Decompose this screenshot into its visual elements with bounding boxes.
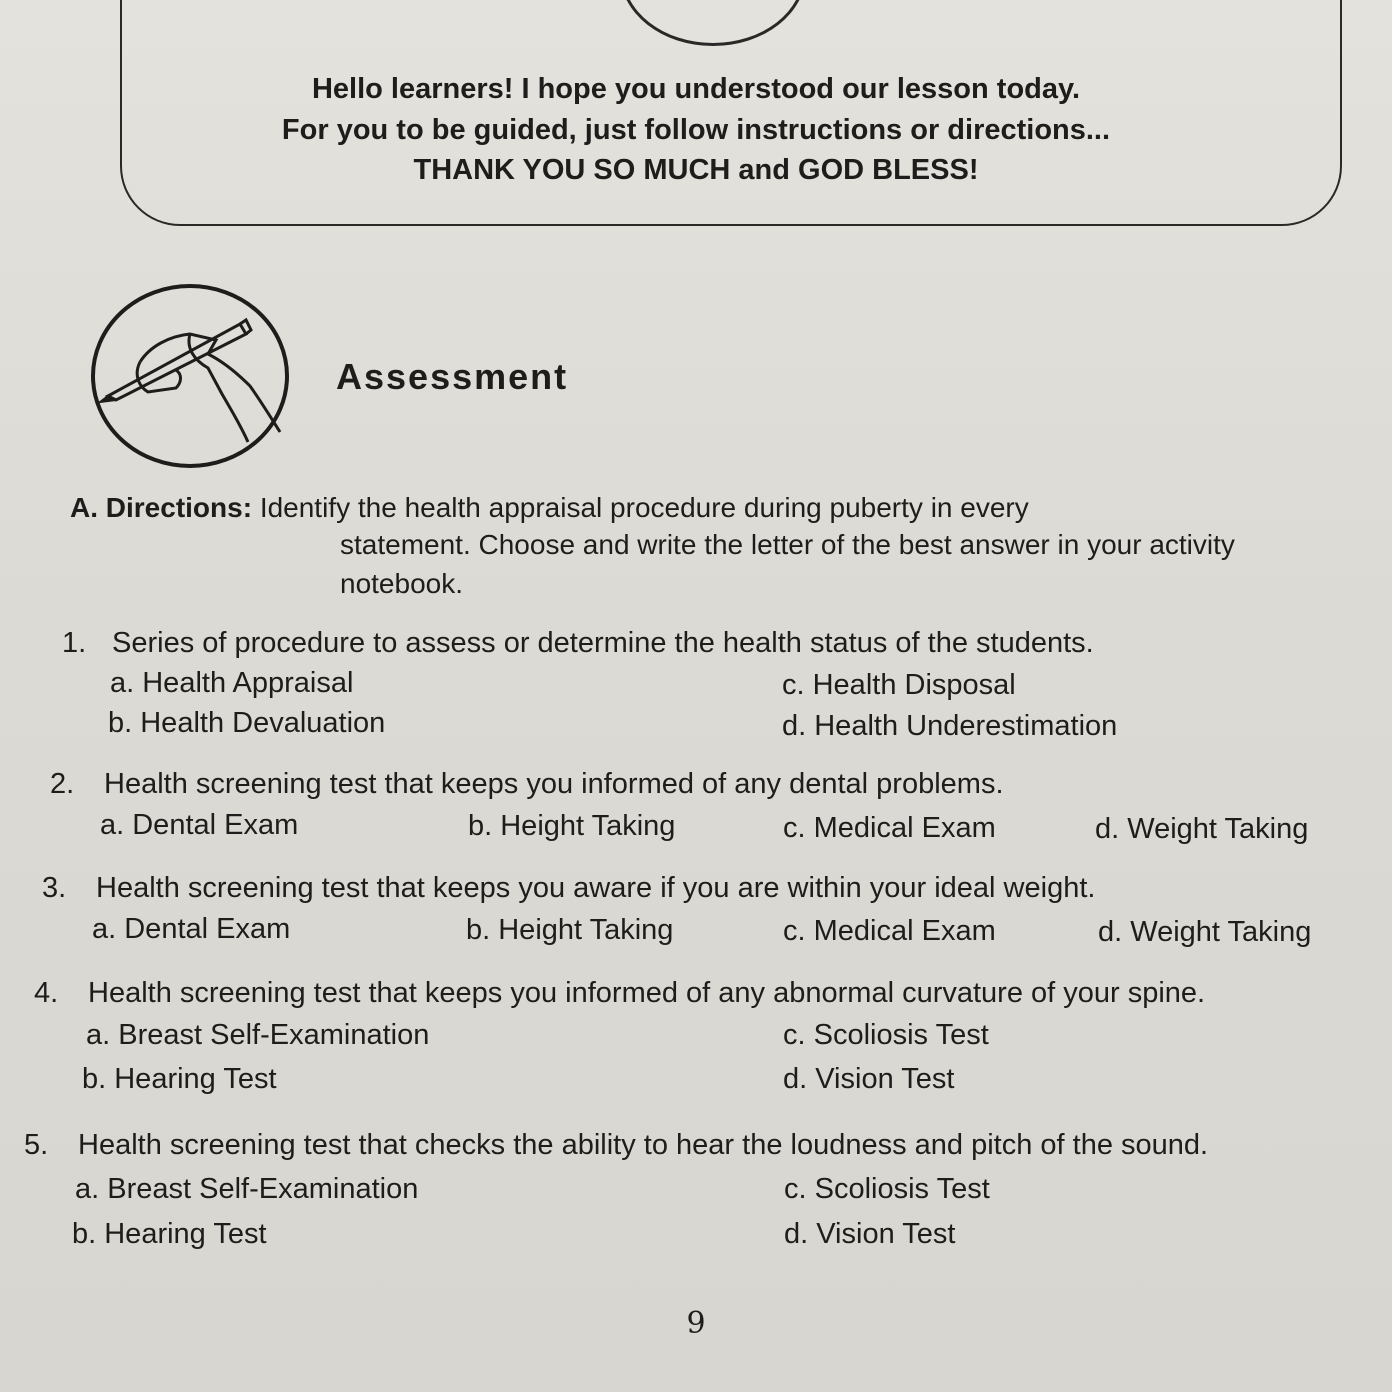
question-1-option-a: a. Health Appraisal [110,667,354,699]
directions [70,488,1370,527]
question-1-number: 1. [62,627,87,659]
question-3-option-b: b. Height Taking [466,914,674,946]
question-2-number: 2. [50,768,75,800]
question-2-option-c: c. Medical Exam [783,812,996,844]
question-3-number: 3. [42,872,67,904]
question-2-option-b: b. Height Taking [468,810,676,842]
question-1-text: Series of procedure to assess or determine the health status of the students. [112,627,1094,659]
question-2-option-d: d. Weight Taking [1095,813,1309,845]
message-line-3: THANK YOU SO MUCH and GOD BLESS! [413,154,979,186]
question-5-number: 5. [24,1129,49,1161]
message-line-1: Hello learners! I hope you understood our lesson today. [311,73,1081,105]
question-4-option-d: d. Vision Test [783,1063,955,1095]
question-2-option-a: a. Dental Exam [100,809,299,841]
question-4-option-c: c. Scoliosis Test [783,1019,989,1051]
question-2-text: Health screening test that keeps you informed of any dental problems. [104,768,1004,800]
directions-text-1: Identify the health appraisal procedure during puberty in every [259,492,1029,523]
question-1-option-b: b. Health Devaluation [108,707,386,739]
question-4-option-b: b. Hearing Test [82,1063,277,1095]
question-4-number: 4. [34,977,59,1009]
question-4-option-a: a. Breast Self-Examination [86,1019,430,1051]
page-number: 9 [686,1306,706,1341]
question-3-text: Health screening test that keeps you aware if you are within your ideal weight. [96,872,1096,904]
question-5-option-a: a. Breast Self-Examination [75,1173,419,1205]
question-5-option-d: d. Vision Test [784,1218,956,1250]
question-5-option-c: c. Scoliosis Test [784,1173,990,1205]
question-4-text: Health screening test that keeps you informed of any abnormal curvature of your spine. [88,977,1206,1009]
question-1-option-d: d. Health Underestimation [782,710,1118,742]
section-title: Assessment [336,356,569,397]
directions-text-2: statement. Choose and write the letter of the best answer in your activity [340,529,1235,560]
pencil-writing-icon [90,282,290,472]
question-3-option-d: d. Weight Taking [1098,916,1312,948]
question-5-option-b: b. Hearing Test [72,1218,267,1250]
message-line-2: For you to be guided, just follow instructions or directions... [281,114,1111,146]
directions-text-3: notebook. [340,568,463,599]
directions-label: A. Directions: [70,492,253,523]
question-3-option-c: c. Medical Exam [783,915,996,947]
question-3-option-a: a. Dental Exam [92,913,291,945]
question-5-text: Health screening test that checks the ability to hear the loudness and pitch of the sound. [78,1129,1209,1161]
question-1-option-c: c. Health Disposal [782,669,1016,701]
